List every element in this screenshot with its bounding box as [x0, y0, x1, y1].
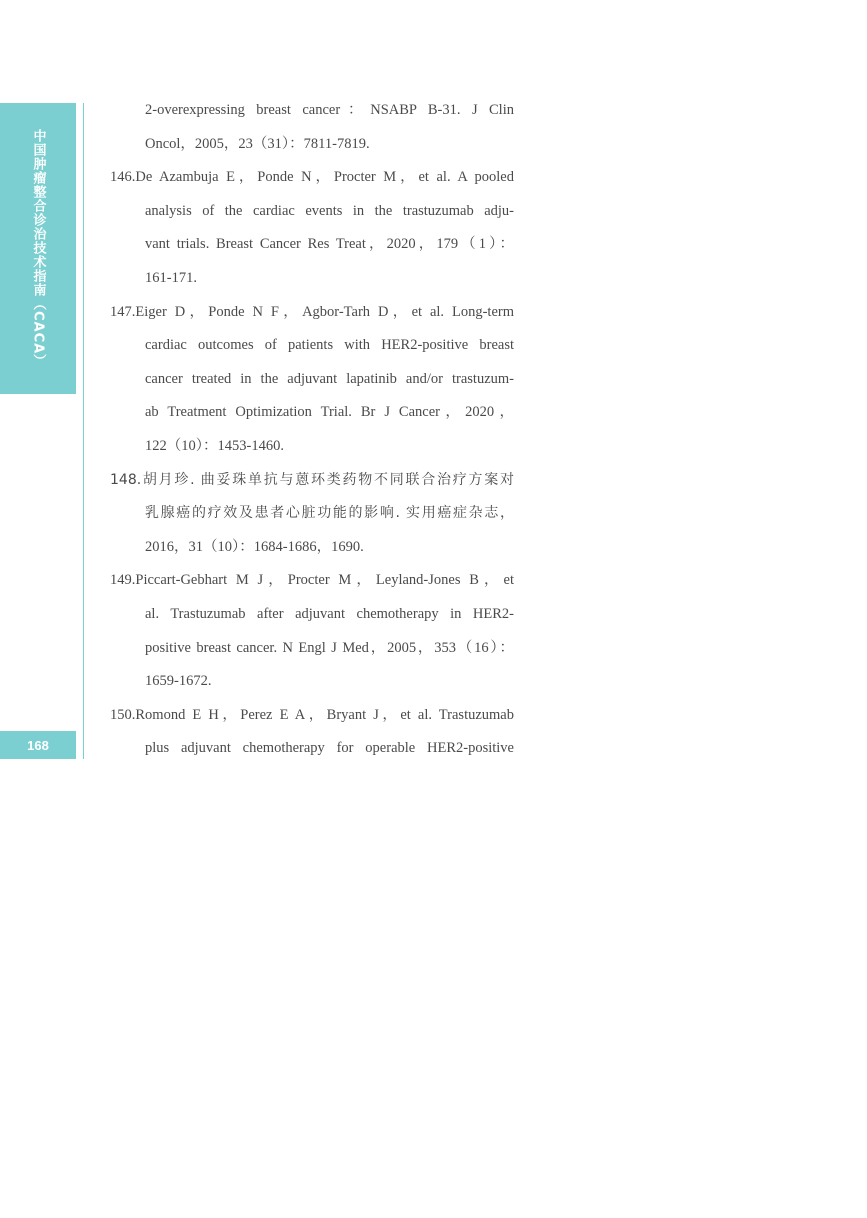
- book-title: 中国肿瘤整合诊治技术指南（CACA）: [30, 128, 46, 369]
- reference-list: [110, 94, 514, 766]
- reference-line: 161-171.: [145, 269, 197, 286]
- margin-divider: [83, 103, 84, 759]
- reference-item: [110, 161, 514, 295]
- reference-line: al. Trastuzumab after adjuvant chemotherapy in HER2-: [145, 605, 514, 622]
- reference-line: 148.胡月珍. 曲妥珠单抗与蒽环类药物不同联合治疗方案对: [110, 471, 514, 488]
- reference-line: 150.Romond E H，Perez E A，Bryant J，et al. Trastuzumab: [110, 706, 514, 723]
- reference-line: 乳腺癌的疗效及患者心脏功能的影响. 实用癌症杂志，: [145, 505, 514, 522]
- reference-line: 2-overexpressing breast cancer：NSABP B-31. J Clin: [145, 102, 514, 118]
- reference-line: 122（10）：1453-1460.: [145, 437, 284, 454]
- reference-line: 147.Eiger D，Ponde N F，Agbor-Tarh D，et al. Long-term: [110, 303, 514, 320]
- reference-line: analysis of the cardiac events in the trastuzumab adju-: [145, 202, 514, 219]
- reference-line: 1659-1672.: [145, 673, 212, 690]
- reference-line: 2016，31（10）：1684-1686，1690.: [145, 538, 364, 555]
- reference-line: 146.De Azambuja E，Ponde N，Procter M，et al. A pooled: [110, 169, 514, 186]
- reference-item: [110, 296, 514, 464]
- reference-line: cardiac outcomes of patients with HER2-positive breast: [145, 337, 514, 354]
- reference-line: ab Treatment Optimization Trial. Br J Cancer，2020，: [145, 404, 514, 421]
- side-title-tab: [0, 103, 76, 394]
- reference-line: positive breast cancer. N Engl J Med，2005，353（16）：: [145, 639, 514, 656]
- page-number: 168: [0, 731, 76, 759]
- reference-line: vant trials. Breast Cancer Res Treat，2020，179（1）：: [145, 236, 514, 253]
- reference-line: 149.Piccart-Gebhart M J，Procter M，Leyland-Jones B，et: [110, 572, 514, 589]
- reference-item: [110, 94, 514, 161]
- reference-line: Oncol，2005，23（31）：7811-7819.: [145, 135, 370, 152]
- reference-line: cancer treated in the adjuvant lapatinib and/or trastuzum-: [145, 370, 514, 387]
- reference-item: [110, 699, 514, 766]
- reference-item: [110, 564, 514, 698]
- reference-line: plus adjuvant chemotherapy for operable HER2-positive: [145, 740, 514, 757]
- reference-item: [110, 464, 514, 565]
